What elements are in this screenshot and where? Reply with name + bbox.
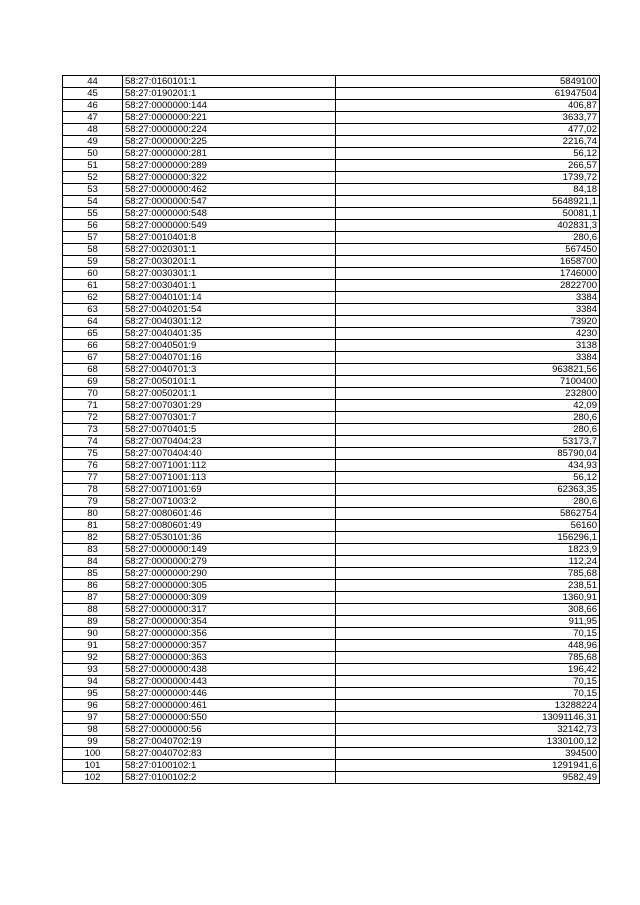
cadastral-number-cell: 58:27:0070404:23 xyxy=(123,436,336,448)
row-number-cell: 47 xyxy=(63,112,123,124)
value-cell: 84,18 xyxy=(336,184,600,196)
value-cell: 70,15 xyxy=(336,688,600,700)
value-cell: 232800 xyxy=(336,388,600,400)
value-cell: 156296,1 xyxy=(336,532,600,544)
cadastral-number-cell: 58:27:0040301:12 xyxy=(123,316,336,328)
cadastral-number-cell: 58:27:0070301:7 xyxy=(123,412,336,424)
value-cell: 3138 xyxy=(336,340,600,352)
table-row xyxy=(63,88,600,100)
cadastral-number-cell: 58:27:0040201:54 xyxy=(123,304,336,316)
cadastral-number-cell: 58:27:0020301:1 xyxy=(123,244,336,256)
row-number-cell: 67 xyxy=(63,352,123,364)
row-number-cell: 69 xyxy=(63,376,123,388)
table-row xyxy=(63,772,600,784)
row-number-cell: 91 xyxy=(63,640,123,652)
value-cell: 785,68 xyxy=(336,652,600,664)
table-row xyxy=(63,232,600,244)
row-number-cell: 58 xyxy=(63,244,123,256)
value-cell: 5648921,1 xyxy=(336,196,600,208)
cadastral-number-cell: 58:27:0050101:1 xyxy=(123,376,336,388)
table-row xyxy=(63,700,600,712)
row-number-cell: 97 xyxy=(63,712,123,724)
table-row xyxy=(63,400,600,412)
table-row xyxy=(63,616,600,628)
value-cell: 280,6 xyxy=(336,424,600,436)
table-row xyxy=(63,712,600,724)
table-row xyxy=(63,412,600,424)
row-number-cell: 74 xyxy=(63,436,123,448)
table-row xyxy=(63,496,600,508)
cadastral-number-cell: 58:27:0000000:225 xyxy=(123,136,336,148)
value-cell: 61947504 xyxy=(336,88,600,100)
row-number-cell: 52 xyxy=(63,172,123,184)
row-number-cell: 82 xyxy=(63,532,123,544)
row-number-cell: 50 xyxy=(63,148,123,160)
cadastral-number-cell: 58:27:0000000:281 xyxy=(123,148,336,160)
value-cell: 434,93 xyxy=(336,460,600,472)
table-row xyxy=(63,280,600,292)
cadastral-number-cell: 58:27:0000000:290 xyxy=(123,568,336,580)
cadastral-number-cell: 58:27:0000000:446 xyxy=(123,688,336,700)
table-row xyxy=(63,424,600,436)
table-row xyxy=(63,328,600,340)
table-row xyxy=(63,568,600,580)
table-row xyxy=(63,220,600,232)
cadastral-number-cell: 58:27:0160101:1 xyxy=(123,76,336,88)
value-cell: 3384 xyxy=(336,292,600,304)
cadastral-number-cell: 58:27:0000000:462 xyxy=(123,184,336,196)
table-row xyxy=(63,472,600,484)
table-row xyxy=(63,388,600,400)
value-cell: 1823,9 xyxy=(336,544,600,556)
table-row xyxy=(63,124,600,136)
row-number-cell: 101 xyxy=(63,760,123,772)
cadastral-number-cell: 58:27:0070301:29 xyxy=(123,400,336,412)
row-number-cell: 99 xyxy=(63,736,123,748)
table-row xyxy=(63,484,600,496)
row-number-cell: 81 xyxy=(63,520,123,532)
row-number-cell: 72 xyxy=(63,412,123,424)
value-cell: 50081,1 xyxy=(336,208,600,220)
cadastral-number-cell: 58:27:0000000:305 xyxy=(123,580,336,592)
value-cell: 266,57 xyxy=(336,160,600,172)
row-number-cell: 98 xyxy=(63,724,123,736)
row-number-cell: 96 xyxy=(63,700,123,712)
table-row xyxy=(63,736,600,748)
table-row xyxy=(63,376,600,388)
value-cell: 56160 xyxy=(336,520,600,532)
value-cell: 196,42 xyxy=(336,664,600,676)
cadastral-number-cell: 58:27:0000000:221 xyxy=(123,112,336,124)
table-row xyxy=(63,196,600,208)
row-number-cell: 56 xyxy=(63,220,123,232)
row-number-cell: 100 xyxy=(63,748,123,760)
value-cell: 402831,3 xyxy=(336,220,600,232)
table-row xyxy=(63,580,600,592)
row-number-cell: 90 xyxy=(63,628,123,640)
cadastral-number-cell: 58:27:0000000:149 xyxy=(123,544,336,556)
table-row xyxy=(63,604,600,616)
row-number-cell: 57 xyxy=(63,232,123,244)
cadastral-number-cell: 58:27:0000000:363 xyxy=(123,652,336,664)
value-cell: 567450 xyxy=(336,244,600,256)
cadastral-number-cell: 58:27:0000000:322 xyxy=(123,172,336,184)
table-row xyxy=(63,172,600,184)
row-number-cell: 65 xyxy=(63,328,123,340)
row-number-cell: 71 xyxy=(63,400,123,412)
table-row xyxy=(63,520,600,532)
table-row xyxy=(63,112,600,124)
value-cell: 70,15 xyxy=(336,628,600,640)
cadastral-number-cell: 58:27:0000000:279 xyxy=(123,556,336,568)
table-row xyxy=(63,340,600,352)
table-row xyxy=(63,544,600,556)
cadastral-number-cell: 58:27:0100102:1 xyxy=(123,760,336,772)
value-cell: 2216,74 xyxy=(336,136,600,148)
row-number-cell: 49 xyxy=(63,136,123,148)
table-row xyxy=(63,664,600,676)
table-row xyxy=(63,304,600,316)
value-cell: 32142,73 xyxy=(336,724,600,736)
cadastral-number-cell: 58:27:0071003:2 xyxy=(123,496,336,508)
value-cell: 42,09 xyxy=(336,400,600,412)
row-number-cell: 102 xyxy=(63,772,123,784)
cadastral-number-cell: 58:27:0190201:1 xyxy=(123,88,336,100)
table-row xyxy=(63,160,600,172)
row-number-cell: 48 xyxy=(63,124,123,136)
row-number-cell: 93 xyxy=(63,664,123,676)
value-cell: 1746000 xyxy=(336,268,600,280)
value-cell: 1330100,12 xyxy=(336,736,600,748)
table-row xyxy=(63,136,600,148)
row-number-cell: 66 xyxy=(63,340,123,352)
row-number-cell: 83 xyxy=(63,544,123,556)
cadastral-number-cell: 58:27:0100102:2 xyxy=(123,772,336,784)
value-cell: 477,02 xyxy=(336,124,600,136)
cadastral-number-cell: 58:27:0040501:9 xyxy=(123,340,336,352)
value-cell: 85790,04 xyxy=(336,448,600,460)
cadastral-number-cell: 58:27:0040401:35 xyxy=(123,328,336,340)
cadastral-number-cell: 58:27:0040702:83 xyxy=(123,748,336,760)
table-row xyxy=(63,724,600,736)
value-cell: 13091146,31 xyxy=(336,712,600,724)
value-cell: 56,12 xyxy=(336,148,600,160)
cadastral-number-cell: 58:27:0000000:144 xyxy=(123,100,336,112)
row-number-cell: 54 xyxy=(63,196,123,208)
cadastral-number-cell: 58:27:0000000:309 xyxy=(123,592,336,604)
table-row xyxy=(63,208,600,220)
row-number-cell: 62 xyxy=(63,292,123,304)
cadastral-number-cell: 58:27:0000000:549 xyxy=(123,220,336,232)
value-cell: 308,66 xyxy=(336,604,600,616)
cadastral-number-cell: 58:27:0070401:5 xyxy=(123,424,336,436)
cadastral-value-table xyxy=(62,75,600,784)
table-row xyxy=(63,316,600,328)
row-number-cell: 51 xyxy=(63,160,123,172)
value-cell: 1739,72 xyxy=(336,172,600,184)
value-cell: 112,24 xyxy=(336,556,600,568)
table-row xyxy=(63,760,600,772)
value-cell: 963821,56 xyxy=(336,364,600,376)
row-number-cell: 85 xyxy=(63,568,123,580)
value-cell: 394500 xyxy=(336,748,600,760)
cadastral-number-cell: 58:27:0000000:443 xyxy=(123,676,336,688)
cadastral-number-cell: 58:27:0070404:40 xyxy=(123,448,336,460)
value-cell: 911,95 xyxy=(336,616,600,628)
row-number-cell: 73 xyxy=(63,424,123,436)
row-number-cell: 89 xyxy=(63,616,123,628)
cadastral-number-cell: 58:27:0050201:1 xyxy=(123,388,336,400)
row-number-cell: 68 xyxy=(63,364,123,376)
cadastral-number-cell: 58:27:0000000:224 xyxy=(123,124,336,136)
value-cell: 5862754 xyxy=(336,508,600,520)
row-number-cell: 79 xyxy=(63,496,123,508)
table-row xyxy=(63,352,600,364)
value-cell: 280,6 xyxy=(336,496,600,508)
row-number-cell: 64 xyxy=(63,316,123,328)
row-number-cell: 53 xyxy=(63,184,123,196)
table-row xyxy=(63,292,600,304)
cadastral-number-cell: 58:27:0071001:69 xyxy=(123,484,336,496)
table-row xyxy=(63,364,600,376)
cadastral-number-cell: 58:27:0000000:56 xyxy=(123,724,336,736)
value-cell: 3384 xyxy=(336,304,600,316)
cadastral-number-cell: 58:27:0000000:548 xyxy=(123,208,336,220)
table-row xyxy=(63,244,600,256)
cadastral-number-cell: 58:27:0000000:550 xyxy=(123,712,336,724)
cadastral-number-cell: 58:27:0040701:3 xyxy=(123,364,336,376)
value-cell: 3384 xyxy=(336,352,600,364)
value-cell: 62363,35 xyxy=(336,484,600,496)
cadastral-number-cell: 58:27:0071001:112 xyxy=(123,460,336,472)
cadastral-number-cell: 58:27:0030301:1 xyxy=(123,268,336,280)
cadastral-number-cell: 58:27:0000000:317 xyxy=(123,604,336,616)
row-number-cell: 70 xyxy=(63,388,123,400)
cadastral-number-cell: 58:27:0000000:357 xyxy=(123,640,336,652)
row-number-cell: 87 xyxy=(63,592,123,604)
value-cell: 7100400 xyxy=(336,376,600,388)
cadastral-number-cell: 58:27:0071001:113 xyxy=(123,472,336,484)
row-number-cell: 77 xyxy=(63,472,123,484)
table-row xyxy=(63,652,600,664)
cadastral-number-cell: 58:27:0000000:461 xyxy=(123,700,336,712)
table-row xyxy=(63,76,600,88)
row-number-cell: 59 xyxy=(63,256,123,268)
row-number-cell: 95 xyxy=(63,688,123,700)
value-cell: 4230 xyxy=(336,328,600,340)
table-row xyxy=(63,184,600,196)
table-row xyxy=(63,556,600,568)
row-number-cell: 60 xyxy=(63,268,123,280)
table-row xyxy=(63,592,600,604)
value-cell: 53173,7 xyxy=(336,436,600,448)
row-number-cell: 94 xyxy=(63,676,123,688)
cadastral-number-cell: 58:27:0000000:356 xyxy=(123,628,336,640)
value-cell: 9582,49 xyxy=(336,772,600,784)
row-number-cell: 44 xyxy=(63,76,123,88)
row-number-cell: 63 xyxy=(63,304,123,316)
table-body xyxy=(63,76,600,784)
value-cell: 280,6 xyxy=(336,232,600,244)
row-number-cell: 45 xyxy=(63,88,123,100)
table-row xyxy=(63,748,600,760)
cadastral-number-cell: 58:27:0080601:46 xyxy=(123,508,336,520)
row-number-cell: 88 xyxy=(63,604,123,616)
row-number-cell: 84 xyxy=(63,556,123,568)
cadastral-number-cell: 58:27:0030201:1 xyxy=(123,256,336,268)
row-number-cell: 92 xyxy=(63,652,123,664)
table-row xyxy=(63,448,600,460)
table-row xyxy=(63,100,600,112)
cadastral-number-cell: 58:27:0000000:547 xyxy=(123,196,336,208)
table-row xyxy=(63,436,600,448)
value-cell: 13288224 xyxy=(336,700,600,712)
row-number-cell: 78 xyxy=(63,484,123,496)
table-row xyxy=(63,640,600,652)
value-cell: 238,51 xyxy=(336,580,600,592)
value-cell: 406,87 xyxy=(336,100,600,112)
table-row xyxy=(63,688,600,700)
cadastral-number-cell: 58:27:0040701:16 xyxy=(123,352,336,364)
value-cell: 785,68 xyxy=(336,568,600,580)
table-row xyxy=(63,676,600,688)
row-number-cell: 80 xyxy=(63,508,123,520)
row-number-cell: 75 xyxy=(63,448,123,460)
value-cell: 3633,77 xyxy=(336,112,600,124)
table-row xyxy=(63,268,600,280)
value-cell: 1291941,6 xyxy=(336,760,600,772)
table-row xyxy=(63,256,600,268)
value-cell: 1360,91 xyxy=(336,592,600,604)
cadastral-number-cell: 58:27:0040702:19 xyxy=(123,736,336,748)
cadastral-number-cell: 58:27:0080601:49 xyxy=(123,520,336,532)
cadastral-number-cell: 58:27:0000000:354 xyxy=(123,616,336,628)
value-cell: 2822700 xyxy=(336,280,600,292)
cadastral-number-cell: 58:27:0000000:289 xyxy=(123,160,336,172)
cadastral-number-cell: 58:27:0530101:36 xyxy=(123,532,336,544)
row-number-cell: 61 xyxy=(63,280,123,292)
cadastral-number-cell: 58:27:0010401:8 xyxy=(123,232,336,244)
value-cell: 280,6 xyxy=(336,412,600,424)
cadastral-number-cell: 58:27:0000000:438 xyxy=(123,664,336,676)
cadastral-number-cell: 58:27:0030401:1 xyxy=(123,280,336,292)
table-row xyxy=(63,628,600,640)
row-number-cell: 76 xyxy=(63,460,123,472)
table-row xyxy=(63,532,600,544)
row-number-cell: 46 xyxy=(63,100,123,112)
row-number-cell: 55 xyxy=(63,208,123,220)
value-cell: 70,15 xyxy=(336,676,600,688)
table-row xyxy=(63,460,600,472)
table-row xyxy=(63,148,600,160)
row-number-cell: 86 xyxy=(63,580,123,592)
value-cell: 5849100 xyxy=(336,76,600,88)
value-cell: 56,12 xyxy=(336,472,600,484)
value-cell: 448,96 xyxy=(336,640,600,652)
value-cell: 73920 xyxy=(336,316,600,328)
cadastral-number-cell: 58:27:0040101:14 xyxy=(123,292,336,304)
table-row xyxy=(63,508,600,520)
value-cell: 1658700 xyxy=(336,256,600,268)
